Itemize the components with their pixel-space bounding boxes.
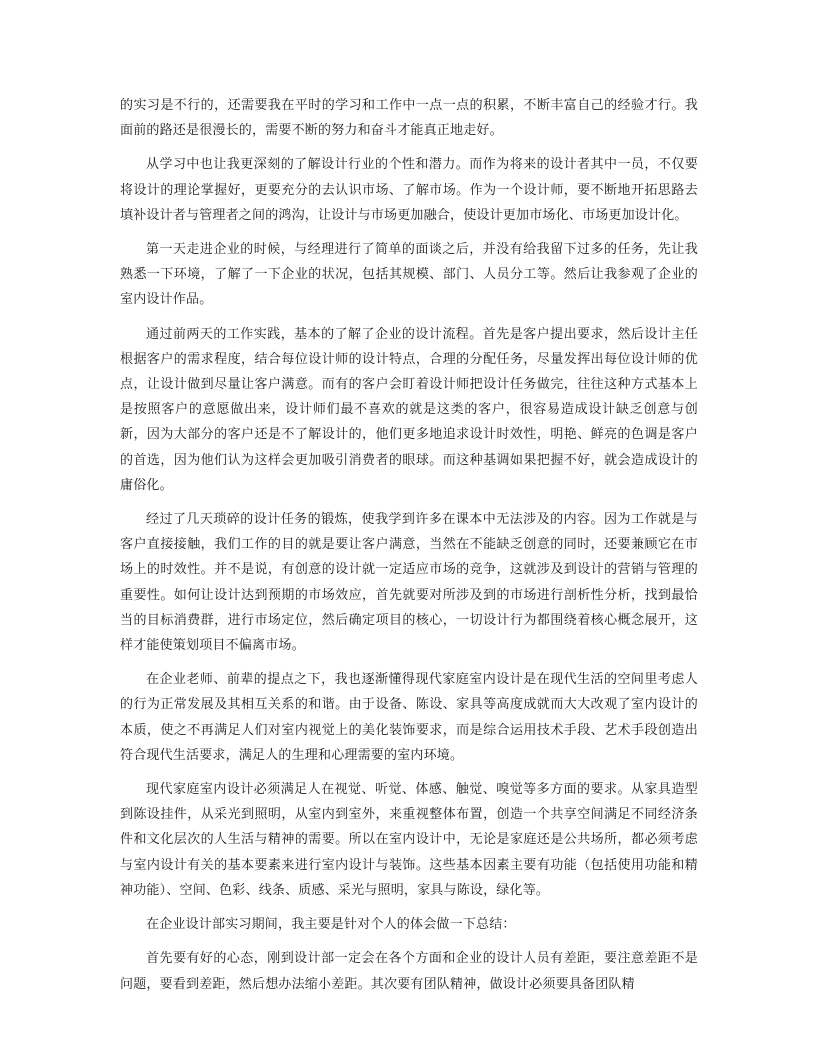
- paragraph: 从学习中也让我更深刻的了解设计行业的个性和潜力。而作为将来的设计者其中一员，不仅要将设计的理论掌握好，更要充分的去认识市场、了解市场。作为一个设计师，要不断地开拓思路去填补设计者与管理者之间的鸿沟，让设计与市场更加融合，使设计更加市场化、市场更加设计化。: [120, 157, 698, 223]
- paragraph-continuation: 的实习是不行的，还需要我在平时的学习和工作中一点一点的积累，不断丰富自己的经验才行。我面前的路还是很漫长的，需要不断的努力和奋斗才能真正地走好。: [120, 98, 698, 139]
- paragraph: 第一天走进企业的时候，与经理进行了简单的面谈之后，并没有给我留下过多的任务，先让我熟悉一下环境，了解了一下企业的状况，包括其规模、部门、人员分工等。然后让我参观了企业的室内设计作品。: [120, 242, 698, 308]
- paragraph: 现代家庭室内设计必须满足人在视觉、听觉、体感、触觉、嗅觉等多方面的要求。从家具造型到陈设挂件，从采光到照明，从室内到室外，来重视整体布置，创造一个共享空间满足不同经济条件和文化层次的人生活与精神的需要。所以在室内设计中，无论是家庭还是公共场所，都必须考虑与室内设计有关的基本要素来进行室内设计与装饰。这些基本因素主要有功能（包括使用功能和精神功能）、空间、色彩、线条、质感、采光与照明，家具与陈设，绿化等。: [120, 782, 698, 898]
- paragraph: 经过了几天琐碎的设计任务的锻炼，使我学到许多在课本中无法涉及的内容。因为工作就是与客户直接接触，我们工作的目的就是要让客户满意，当然在不能缺乏创意的同时，还要兼顾它在市场上的时效性。并不是说，有创意的设计就一定适应市场的竞争，这就涉及到设计的营销与管理的重要性。如何让设计达到预期的市场效应，首先就要对所涉及到的市场进行剖析性分析，找到最恰当的目标消费群，进行市场定位，然后确定项目的核心，一切设计行为都围绕着核心概念展开，这样才能使策划项目不偏离市场。: [120, 512, 698, 654]
- paragraph: 通过前两天的工作实践，基本的了解了企业的设计流程。首先是客户提出要求，然后设计主任根据客户的需求程度，结合每位设计师的设计特点，合理的分配任务，尽量发挥出每位设计师的优点，让设计做到尽量让客户满意。而有的客户会盯着设计师把设计任务做完，往往这种方式基本上是按照客户的意愿做出来，设计师们最不喜欢的就是这类的客户，很容易造成设计缺乏创意与创新，因为大部分的客户还是不了解设计的，他们更多地追求设计时效性，明艳、鲜亮的色调是客户的首选，因为他们认为这样会更加吸引消费者的眼球。而这种基调如果把握不好，就会造成设计的庸俗化。: [120, 326, 698, 493]
- body-text: [120, 93, 698, 1006]
- paragraph: 在企业老师、前辈的提点之下，我也逐渐懂得现代家庭室内设计是在现代生活的空间里考虑人的行为正常发展及其相互关系的和谐。由于设备、陈设、家具等高度成就而大大改观了室内设计的本质，使之不再满足人们对室内视觉上的美化装饰要求，而是综合运用技术手段、艺术手段创造出符合现代生活要求，满足人的生理和心理需要的室内环境。: [120, 672, 698, 763]
- paragraph: 在企业设计部实习期间，我主要是针对个人的体会做一下总结：: [146, 917, 516, 933]
- paragraph: 首先要有好的心态，刚到设计部一定会在各个方面和企业的设计人员有差距，要注意差距不是问题，要看到差距，然后想办法缩小差距。其次要有团队精神，做设计必须要具备团队精: [120, 951, 698, 992]
